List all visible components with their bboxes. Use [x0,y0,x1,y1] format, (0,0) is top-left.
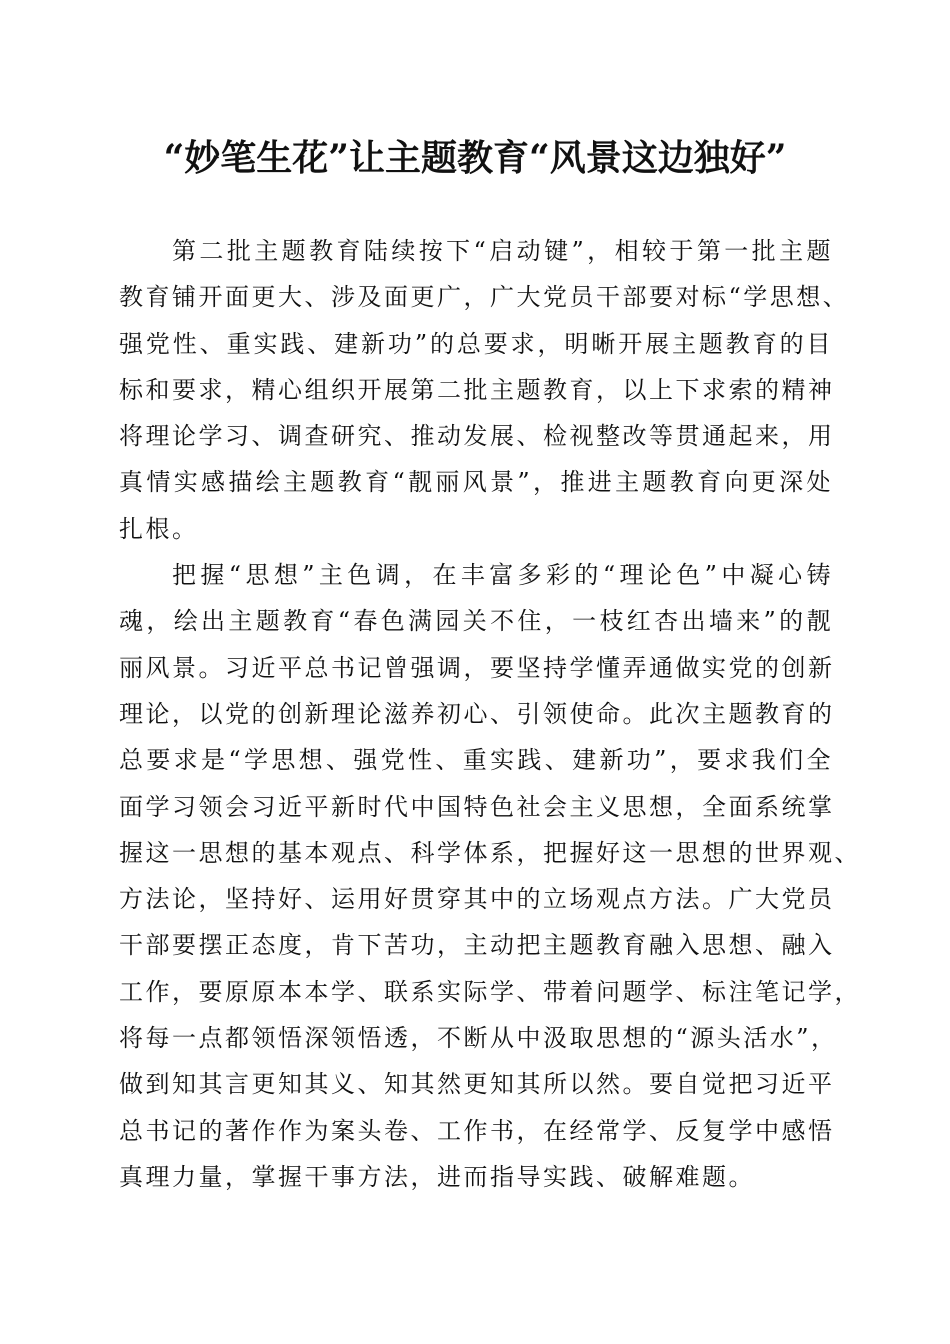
text-line: 把握“思想”主色调，在丰富多彩的“理论色”中凝心铸 [172,561,833,590]
text-line: 工作，要原原本本学、联系实际学、带着问题学、标注笔记学， [119,977,861,1006]
text-line: 面学习领会习近平新时代中国特色社会主义思想，全面系统掌 [119,792,835,821]
paragraph-1 [119,228,850,552]
text-line: 第二批主题教育陆续按下“启动键”，相较于第一批主题 [172,237,833,265]
text-line: 强党性、重实践、建新功”的总要求，明晰开展主题教育的目 [119,329,833,358]
document-body [119,228,861,1200]
document-title: “妙笔生花”让主题教育“风景这边独好” [163,137,787,179]
text-line: 扎根。 [119,514,199,543]
text-line: 握这一思想的基本观点、科学体系，把握好这一思想的世界观、 [119,838,861,867]
text-line: 将每一点都领悟深领悟透，不断从中汲取思想的“源头活水”， [119,1024,838,1053]
text-line: 总书记的著作作为案头卷、工作书，在经常学、反复学中感悟 [119,1116,835,1145]
text-line: 将理论学习、调查研究、推动发展、检视整改等贯通起来，用 [119,422,835,451]
text-line: 丽风景。习近平总书记曾强调，要坚持学懂弄通做实党的创新 [119,653,835,682]
text-line: 魂，绘出主题教育“春色满园关不住，一枝红杏出墙来”的靓 [119,607,833,636]
text-line: 干部要摆正态度，肯下苦功，主动把主题教育融入思想、融入 [119,931,835,960]
text-line: 真情实感描绘主题教育“靓丽风景”，推进主题教育向更深处 [119,468,833,497]
text-line: 方法论，坚持好、运用好贯穿其中的立场观点方法。广大党员 [119,885,835,914]
text-line: 标和要求，精心组织开展第二批主题教育，以上下求索的精神 [119,375,835,404]
text-line: 真理力量，掌握干事方法，进而指导实践、破解难题。 [119,1162,755,1191]
text-line: 理论，以党的创新理论滋养初心、引领使命。此次主题教育的 [119,699,835,728]
text-line: 总要求是“学思想、强党性、重实践、建新功”，要求我们全 [119,746,833,775]
paragraph-2 [119,552,861,1200]
text-line: 教育铺开面更大、涉及面更广，广大党员干部要对标“学思想、 [119,283,850,312]
text-line: 做到知其言更知其义、知其然更知其所以然。要自觉把习近平 [119,1070,835,1099]
